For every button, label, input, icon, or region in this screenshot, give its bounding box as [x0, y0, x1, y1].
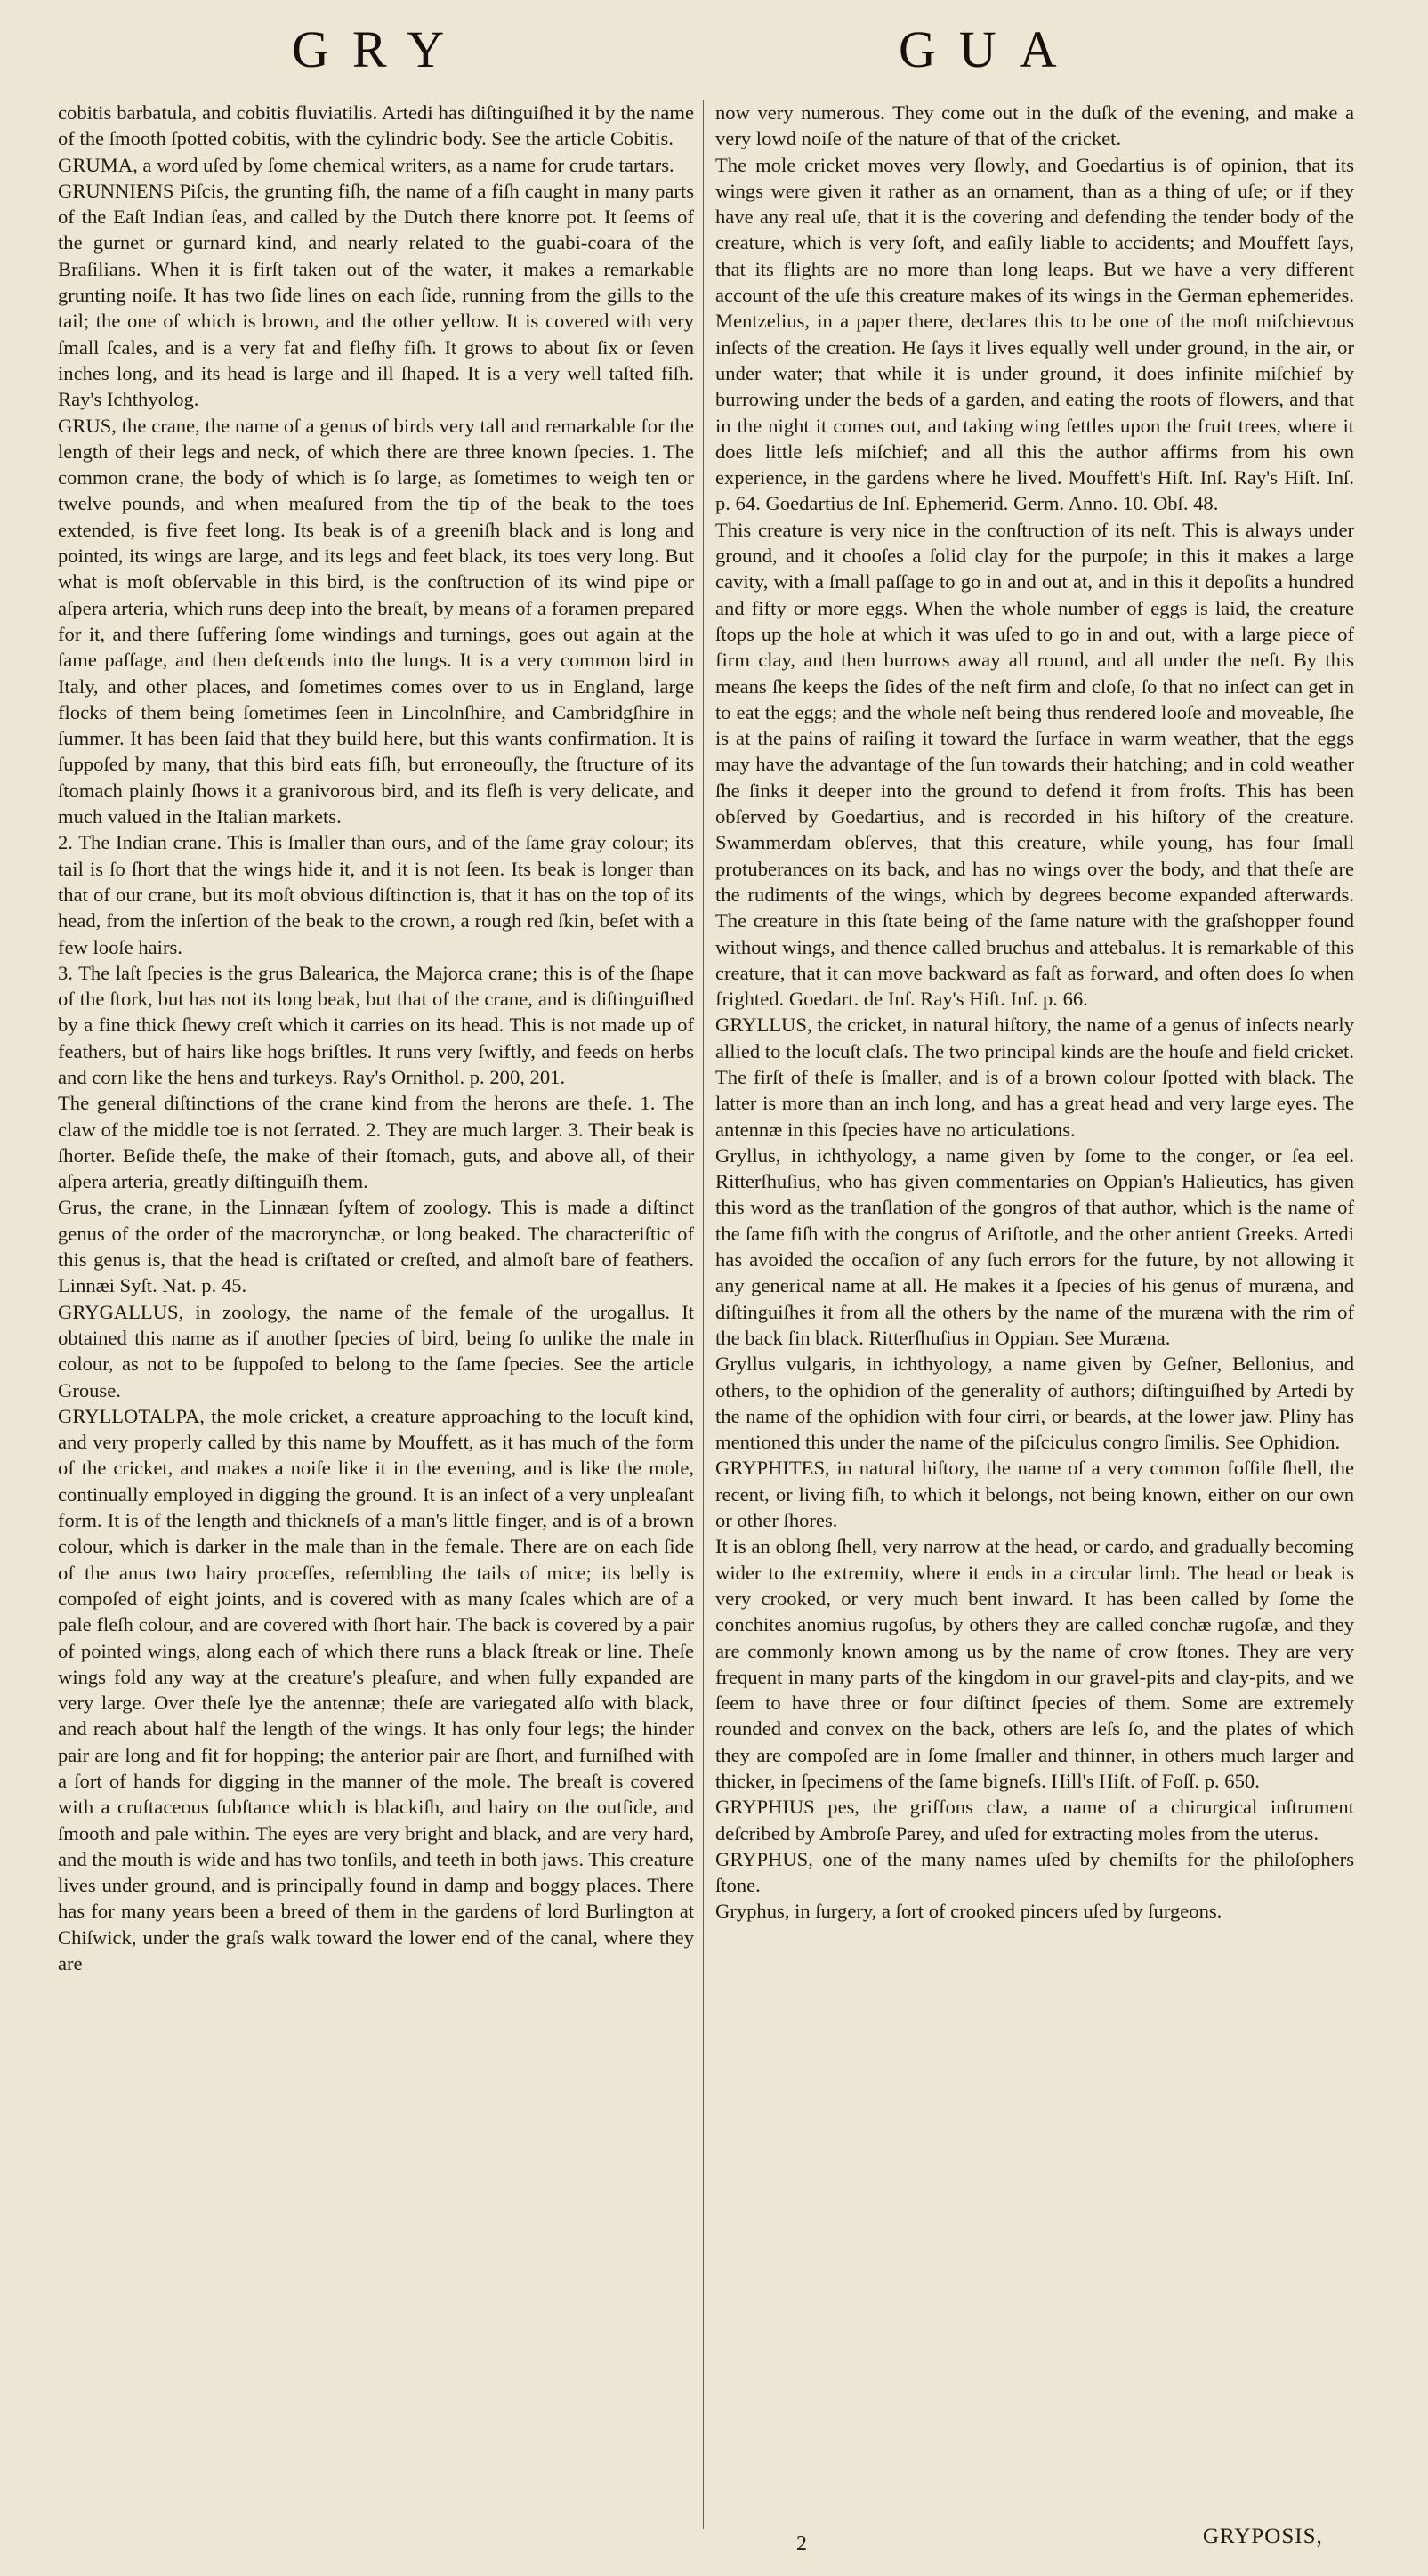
- right-column: [715, 100, 1354, 2529]
- entry-paragraph: Grus, the crane, in the Linnæan ſyſtem of zoology. This is made a diſtinct genus of the order of the macrorynchæ, or long beaked. The characteriſtic of this genus is, that the head is criſtated or creſted, and almoſt bare of feathers. Linnæi Syſt. Nat. p. 45.: [58, 1196, 694, 1297]
- entry-paragraph: Gryllus, in ichthyology, a name given by ſome to the conger, or ſea eel. Ritterſhuſius, who has given commentaries on Oppian's Halieutics, has given this word as the tranſlation of the gongros of that author, which is the name of the ſame fiſh with the congrus of Ariſtotle, and the other antient Greeks. Artedi has avoided the occaſion of any ſuch errors for the future, by not allowing it any generical name at all. He makes it a ſpecies of his genus of muræna, and diſtinguiſhes it from all the others by the name of the muræna with the rim of the back fin black. Ritterſhuſius in Oppian. See Muræna.: [715, 1143, 1354, 1349]
- entry-paragraph: The mole cricket moves very ſlowly, and Goedartius is of opinion, that its wings were given it rather as an ornament, than as a thing of uſe; or if they have any real uſe, that it is the covering and defending the tender body of the creature, which is very ſoft, and eaſily liable to accidents; and Mouffett ſays, that its flights are no more than long leaps. But we have a very different account of the uſe this creature makes of its wings in the German ephemerides. Mentzelius, in a paper there, declares this to be one of the moſt miſchievous inſects of the creation. He ſays it lives equally well under ground, in the air, or under water; that while it is under ground, it does infinite miſchief by burrowing under the beds of a garden, and eating the roots of flowers, and that in the night it comes out, and taking wing ſettles upon the fruit trees, where it does little leſs miſchief; and all this the author affirms from his own experience, in the gardens where he lived. Mouffett's Hiſt. Inſ. Ray's Hiſt. Inſ. p. 64. Goedartius de Inſ. Ephemerid. Germ. Anno. 10. Obſ. 48.: [715, 153, 1354, 515]
- entry-paragraph: cobitis barbatula, and cobitis fluviatilis. Artedi has diſtinguiſhed it by the name of the ſmooth ſpotted cobitis, with the cylindric body. See the article Cobitis.: [58, 101, 694, 150]
- catchword: GRYPOSIS,: [1203, 2524, 1323, 2548]
- entry-paragraph: GRYLLUS, the cricket, in natural hiſtory, the name of a genus of inſects nearly allied to the locuſt claſs. The two principal kinds are the houſe and field cricket. The firſt of theſe is ſmaller, and is of a brown colour ſpotted with black. The latter is more than an inch long, and has a great head and very large eyes. The antennæ in this ſpecies have no articulations.: [715, 1013, 1354, 1141]
- entry-paragraph: It is an oblong ſhell, very narrow at the head, or cardo, and gradually becoming wider to the extremity, where it ends in a circular limb. The head or beak is very crooked, or very much bent inward. It has been called by ſome the conchites anomius rugoſus, by others they are called conchæ rugoſæ, and they are commonly known among us by the name of crow ſtones. They are very frequent in many parts of the kingdom in our gravel-pits and clay-pits, and we ſeem to have three or four diſtinct ſpecies of them. Some are extremely rounded and convex on the back, others are leſs ſo, and the plates of which they are compoſed are in ſome ſmaller and thinner, in others much larger and thicker, in ſpecimens of the ſame bigneſs. Hill's Hiſt. of Foſſ. p. 650.: [715, 1535, 1354, 1792]
- page-number: 2: [796, 2532, 807, 2556]
- entry-paragraph: 3. The laſt ſpecies is the grus Balearica, the Majorca crane; this is of the ſhape of the ſtork, but has not its long beak, but that of the crane, and is diſtinguiſhed by a fine thick ſhewy creſt which it carries on its head. This is not made up of feathers, but of hairs like hogs briſtles. It runs very ſwiftly, and feeds on herbs and corn like the hens and turkeys. Ray's Ornithol. p. 200, 201.: [58, 961, 694, 1088]
- entry-paragraph: Gryllus vulgaris, in ichthyology, a name given by Geſner, Bellonius, and others, to the ophidion of the generality of authors; diſtinguiſhed by Artedi by the name of the ophidion with four cirri, or beards, at the lower jaw. Pliny has mentioned this under the name of the piſciculus congro ſimilis. See Ophidion.: [715, 1353, 1354, 1454]
- entry-paragraph: Gryphus, in ſurgery, a ſort of crooked pincers uſed by ſurgeons.: [715, 1900, 1222, 1923]
- entry-paragraph: GRUNNIENS Piſcis, the grunting fiſh, the name of a fiſh caught in many parts of the Eaſt Indian ſeas, and called by the Dutch there knorre pot. It ſeems of the gurnet or gurnard kind, and nearly related to the guabi-coara of the Braſilians. When it is firſt taken out of the water, it makes a remarkable grunting noiſe. It has two ſide lines on each ſide, running from the gills to the tail; the one of which is brown, and the other yellow. It is covered with very ſmall ſcales, and is a very fat and fleſhy fiſh. It grows to about ſix or ſeven inches long, and its head is large and ill ſhaped. It is a very well taſted fiſh. Ray's Ichthyolog.: [58, 179, 694, 411]
- running-head-right: GUA: [899, 20, 1080, 78]
- column-divider: [703, 100, 704, 2529]
- entry-paragraph: GRYPHITES, in natural hiſtory, the name of a very common foſſile ſhell, the recent, or living fiſh, to which it belongs, not being known, either on our own or other ſhores.: [715, 1457, 1354, 1532]
- entry-paragraph: GRYGALLUS, in zoology, the name of the female of the urogallus. It obtained this name as if another ſpecies of bird, being ſo unlike the male in colour, as not to be ſuppoſed to belong to the ſame ſpecies. See the article Grouse.: [58, 1300, 694, 1401]
- left-column: [58, 100, 694, 2529]
- entry-paragraph: The general diſtinctions of the crane kind from the herons are theſe. 1. The claw of the middle toe is not ſerrated. 2. They are much larger. 3. Their beak is ſhorter. Beſide theſe, the make of their ſtomach, guts, and above all, of their aſpera arteria, greatly diſtinguiſh them.: [58, 1092, 694, 1193]
- running-head-left: GRY: [292, 20, 468, 78]
- entry-paragraph: GRYPHIUS pes, the griffons claw, a name of a chirurgical inſtrument deſcribed by Ambroſe Parey, and uſed for extracting moles from the uterus.: [715, 1796, 1354, 1845]
- entry-paragraph: This creature is very nice in the conſtruction of its neſt. This is always under ground, and it chooſes a ſolid clay for the purpoſe; in this it makes a large cavity, with a ſmall paſſage to go in and out at, and in this it depoſits a hundred and fifty or more eggs. When the whole number of eggs is laid, the creature ſtops up the hole at which it was uſed to go in and out, with a large piece of firm clay, and then burrows away all round, and all under the neſt. By this means ſhe keeps the ſides of the neſt firm and cloſe, ſo that no inſect can get in to eat the eggs; and the whole neſt being thus rendered looſe and moveable, ſhe is at the pains of raiſing it toward the ſurface in warm weather, that the eggs may have the advantage of the ſun towards their hatching; and in cold weather ſhe ſinks it deeper into the ground to defend it from froſts. This has been obſerved by Goedartius, and is recorded in his hiſtory of the creature. Swammerdam obſerves, that this creature, while young, has four ſmall protuberances on its back, and has no wings over the body, and that theſe are the rudiments of the wings, which by degrees become expanded afterwards. The creature in this ſtate being of the ſame nature with the graſshopper found without wings, and thence called bruchus and attebalus. It is remarkable of this creature, that it can move backward as faſt as forward, and often does ſo when frighted. Goedart. de Inſ. Ray's Hiſt. Inſ. p. 66.: [715, 518, 1354, 1011]
- entry-paragraph: GRUMA, a word uſed by ſome chemical writers, as a name for crude tartars.: [58, 153, 674, 176]
- entry-paragraph: GRUS, the crane, the name of a genus of birds very tall and remarkable for the length of their legs and neck, of which there are three known ſpecies. 1. The common crane, the body of which is ſo large, as ſometimes to weigh ten or twelve pounds, and when meaſured from the tip of the beak to the toes extended, is five feet long. Its beak is of a greeniſh black and is long and pointed, its wings are large, and its legs and feet black, its toes very long. But what is moſt obſervable in this bird, is the conſtruction of its wind pipe or aſpera arteria, which runs deep into the breaſt, by means of a foramen prepared for it, and there ſuffering ſome windings and turnings, goes out again at the ſame paſſage, and then deſcends into the lungs. It is a very common bird in Italy, and other places, and ſometimes comes over to us in England, large flocks of them being ſometimes ſeen in Lincolnſhire, and Cambridgſhire in ſummer. It has been ſaid that they build here, but this wants confirmation. It is ſuppoſed by many, that this bird eats fiſh, but erroneouſly, the ſtructure of its ſtomach plainly ſhows it a granivorous bird, and its fleſh is very delicate, and much valued in the Italian markets.: [58, 414, 694, 828]
- entry-paragraph: GRYLLOTALPA, the mole cricket, a creature approaching to the locuſt kind, and very properly called by this name by Mouffett, as it has much of the form of the cricket, and makes a noiſe like it in the evening, and is like the mole, continually employed in digging the ground. It is an inſect of a very unpleaſant form. It is of the length and thickneſs of a man's little finger, and is of a brown colour, which is darker in the male than in the female. There are on each ſide of the anus two hairy proceſſes, reſembling the tails of mice; its belly is compoſed of eight joints, and is covered with as many ſcales which are of a pale fleſh colour, and are covered with ſhort hair. The back is covered by a pair of pointed wings, along each of which there runs a black ſtreak or line. Theſe wings fold any way at the creature's pleaſure, and when fully expanded are very large. Over theſe lye the antennæ; theſe are variegated alſo with black, and reach about half the length of the wings. It has only four legs; the hinder pair are long and fit for hopping; the anterior pair are ſhort, and furniſhed with a ſort of hands for digging in the manner of the mole. The breaſt is covered with a cruſtaceous ſubſtance which is blackiſh, and hairy on the outſide, and ſmooth and pale within. The eyes are very bright and black, and are very hard, and the mouth is wide and has two tonſils, and teeth in both jaws. This creature lives under ground, and is principally found in damp and boggy places. There has for many years been a breed of them in the gardens of lord Burlington at Chiſwick, under the graſs walk toward the lower end of the canal, where they are: [58, 1404, 694, 1975]
- entry-paragraph: now very numerous. They come out in the duſk of the evening, and make a very lowd noiſe of the nature of that of the cricket.: [715, 101, 1354, 150]
- entry-paragraph: 2. The Indian crane. This is ſmaller than ours, and of the ſame gray colour; its tail is ſo ſhort that the wings hide it, and it is not ſeen. Its beak is longer than that of our crane, but its moſt obvious diſtinction is, that it has on the top of its head, from the inſertion of the beak to the crown, a rough red ſkin, beſet with a few looſe hairs.: [58, 831, 694, 958]
- entry-paragraph: GRYPHUS, one of the many names uſed by chemiſts for the philoſophers ſtone.: [715, 1847, 1354, 1897]
